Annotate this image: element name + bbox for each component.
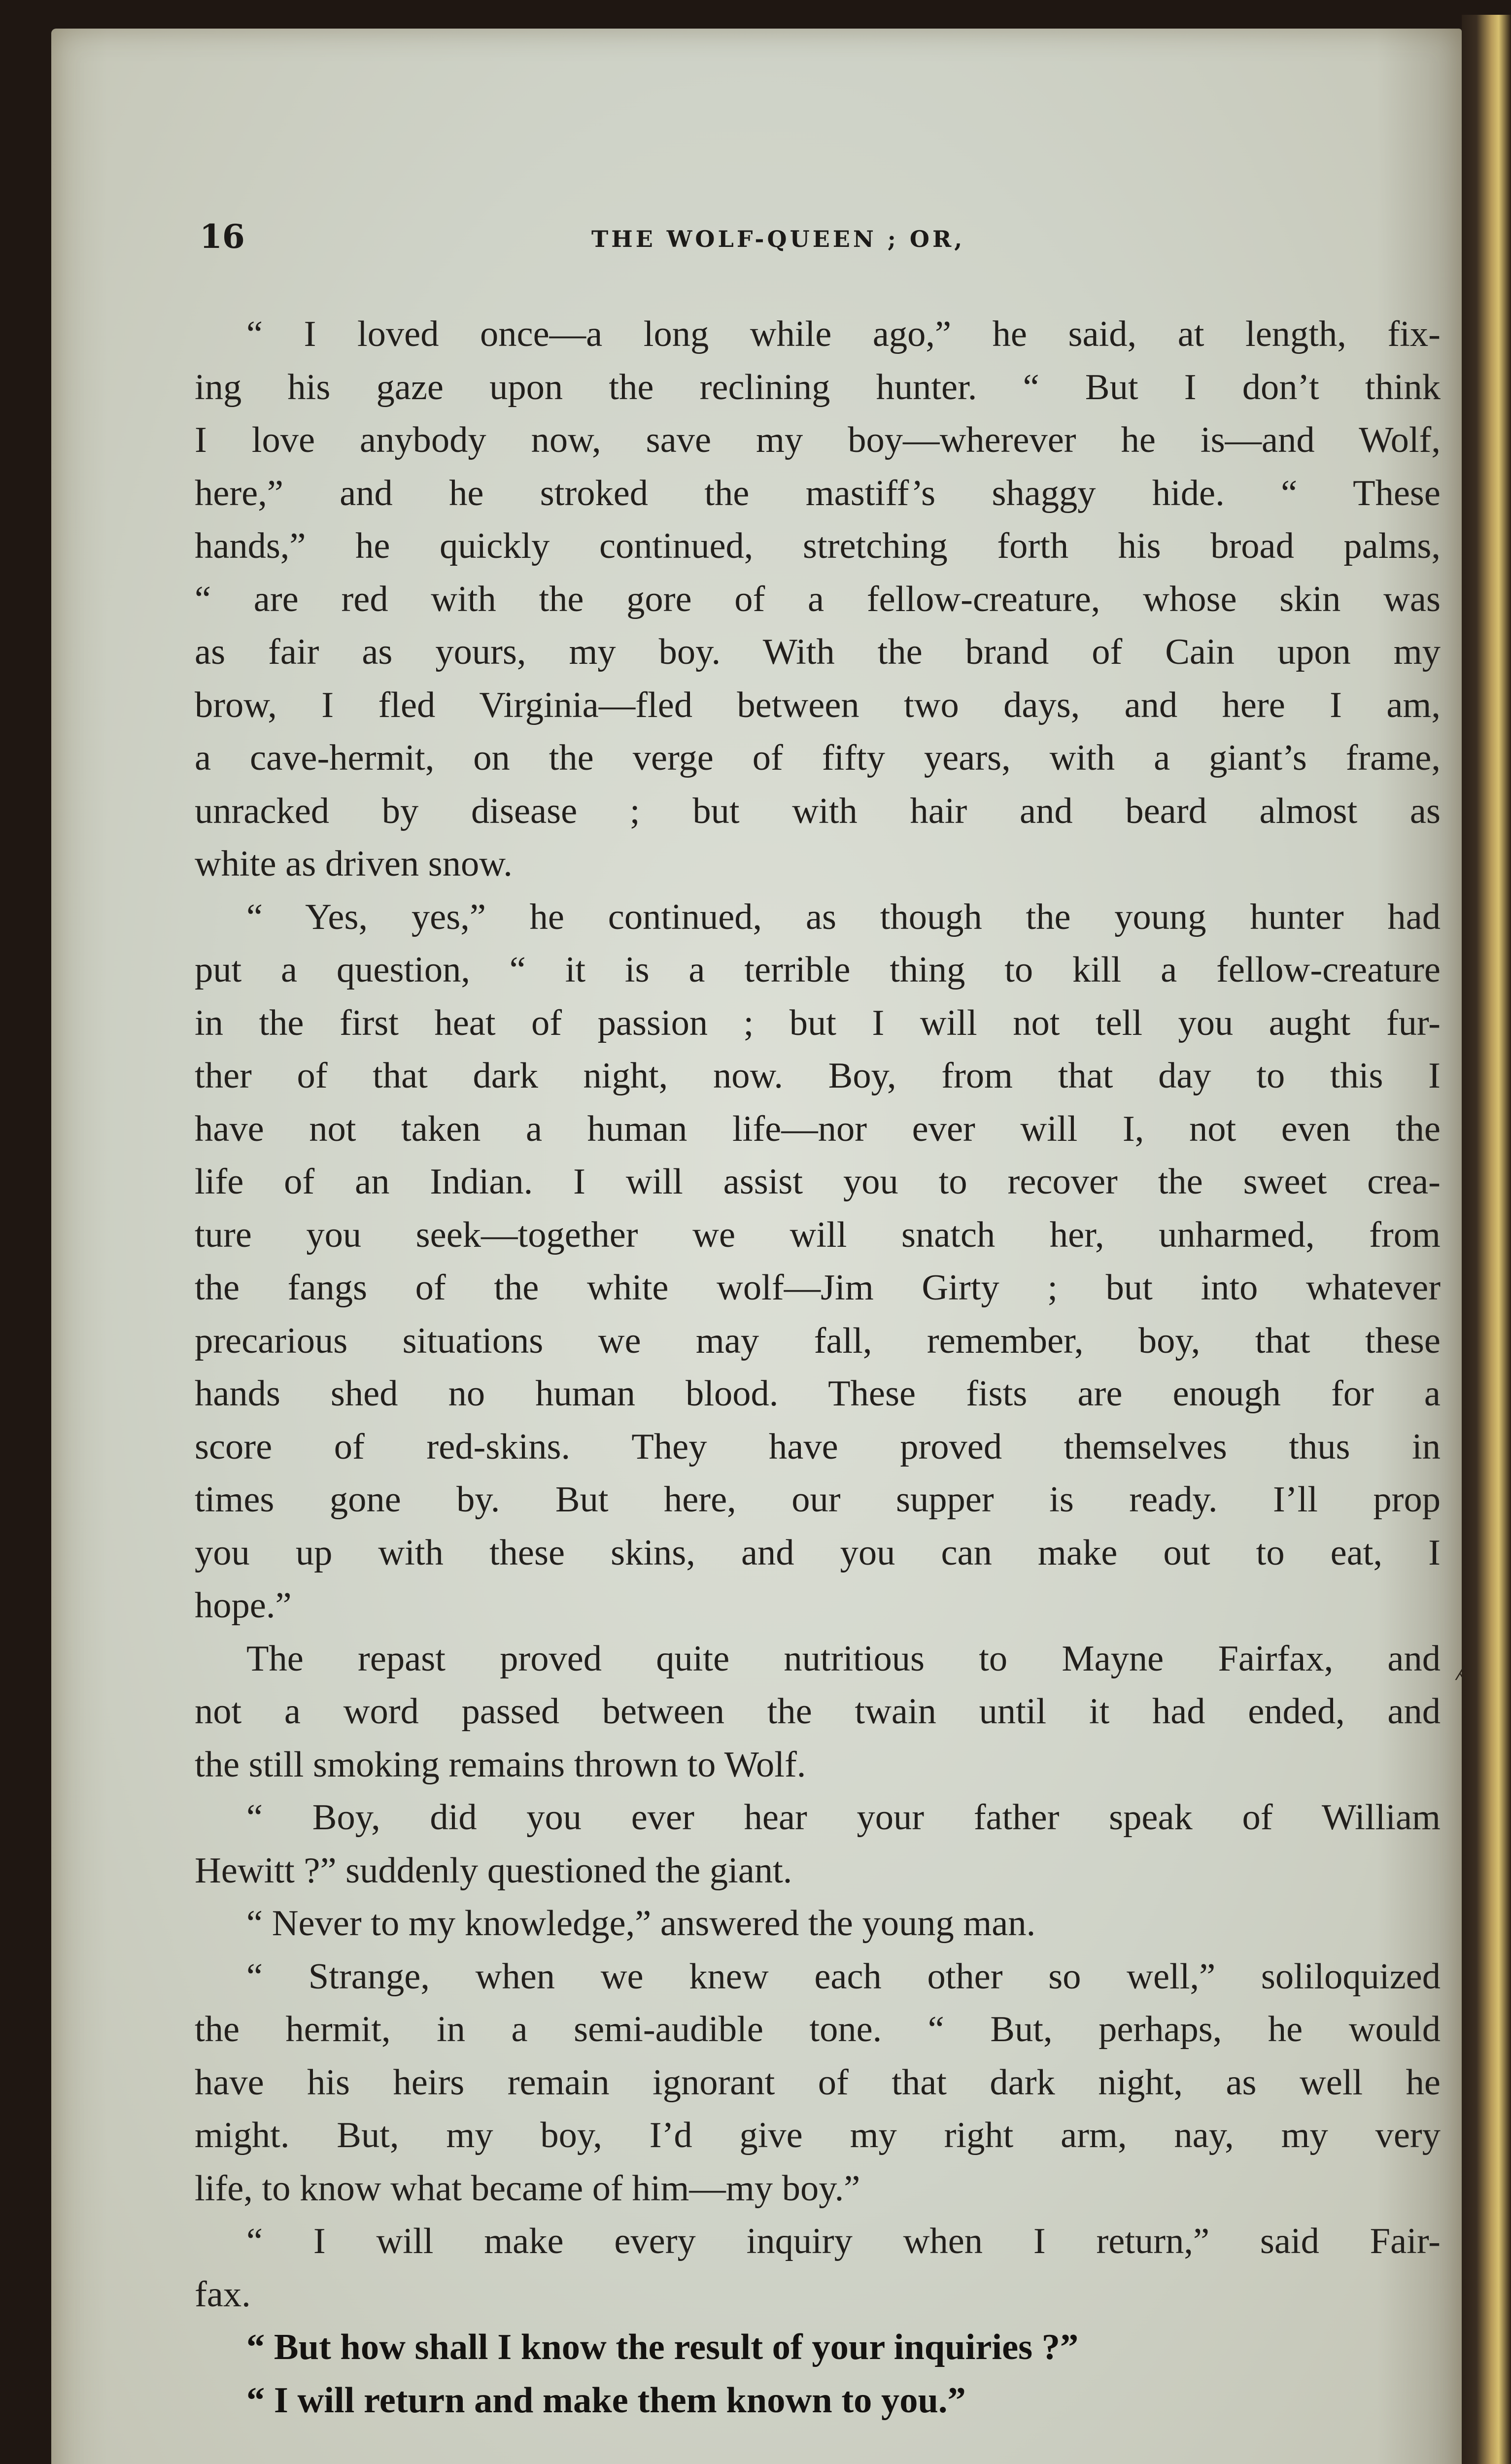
text-line: the still smoking remains thrown to Wolf. — [195, 1744, 806, 1785]
text-line: “ But how shall I know the result of your inquiries ?” — [246, 2327, 1079, 2367]
text-line: you up with these skins, and you can make out to eat, I — [195, 1532, 1441, 1573]
text-line: “ are red with the gore of a fellow-creature, whose skin was — [195, 579, 1441, 619]
page-number: 16 — [200, 217, 245, 256]
text-line: ture you seek—together we will snatch her, unharmed, from — [195, 1214, 1441, 1255]
paragraph — [195, 1633, 1441, 1792]
text-line: have his heirs remain ignorant of that dark night, as well he — [195, 2062, 1441, 2103]
text-line: hands shed no human blood. These fists are enough for a — [195, 1373, 1441, 1414]
paragraph — [195, 891, 1441, 1633]
text-line: the fangs of the white wolf—Jim Girty ; but into whatever — [195, 1267, 1441, 1308]
text-line: white as driven snow. — [195, 844, 513, 884]
text-line: “ Never to my knowledge,” answered the young man. — [246, 1903, 1036, 1944]
running-head: THE WOLF-QUEEN ; OR, — [591, 226, 965, 252]
text-line: put a question, “ it is a terrible thing to kill a fellow-creature — [195, 950, 1441, 990]
body-text — [195, 308, 1441, 2427]
text-line: times gone by. But here, our supper is ready. I’ll prop — [195, 1479, 1441, 1520]
text-line: The repast proved quite nutritious to Mayne Fairfax, and — [246, 1638, 1441, 1679]
text-line: fax. — [195, 2274, 251, 2315]
text-line: “ I will return and make them known to you.” — [246, 2380, 966, 2421]
text-line: life, to know what became of him—my boy.” — [195, 2168, 860, 2209]
text-line: as fair as yours, my boy. With the brand of Cain upon my — [195, 632, 1441, 672]
paragraph — [195, 2374, 1441, 2428]
text-line: “ Yes, yes,” he continued, as though the young hunter had — [246, 896, 1441, 937]
text-line: ther of that dark night, now. Boy, from that day to this I — [195, 1056, 1441, 1096]
text-line: life of an Indian. I will assist you to recover the sweet crea- — [195, 1162, 1441, 1202]
text-line: might. But, my boy, I’d give my right arm, nay, my very — [195, 2115, 1441, 2156]
text-line: unracked by disease ; but with hair and beard almost as — [195, 790, 1441, 831]
paragraph — [195, 2215, 1441, 2321]
text-line: score of red-skins. They have proved themselves thus in — [195, 1426, 1441, 1467]
text-line: here,” and he stroked the mastiff’s shaggy hide. “ These — [195, 473, 1441, 513]
paragraph — [195, 1791, 1441, 1897]
page-header — [148, 212, 1439, 261]
text-line: the hermit, in a semi-audible tone. “ But, perhaps, he would — [195, 2009, 1441, 2050]
text-line: in the first heat of passion ; but I will not tell you aught fur- — [195, 1002, 1441, 1043]
text-line: “ I will make every inquiry when I return,” said Fair- — [246, 2221, 1441, 2261]
text-line: hands,” he quickly continued, stretching forth his broad palms, — [195, 526, 1441, 566]
paragraph — [195, 2321, 1441, 2374]
text-line: “ Boy, did you ever hear your father speak of William — [246, 1797, 1441, 1838]
paragraph — [195, 308, 1441, 891]
text-line: brow, I fled Virginia—fled between two days, and here I am, — [195, 684, 1441, 725]
text-line: “ Strange, when we knew each other so well,” soliloquized — [246, 1956, 1441, 1997]
text-line: precarious situations we may fall, remember, boy, that these — [195, 1320, 1441, 1361]
text-line: a cave-hermit, on the verge of fifty years, with a giant’s frame, — [195, 738, 1441, 778]
text-line: I love anybody now, save my boy—wherever he is—and Wolf, — [195, 420, 1441, 460]
text-line: “ I loved once—a long while ago,” he said, at length, fix- — [246, 314, 1441, 354]
paragraph — [195, 1951, 1441, 2216]
text-line: Hewitt ?” suddenly questioned the giant. — [195, 1850, 792, 1891]
text-line: hope.” — [195, 1585, 292, 1626]
book-spine-edge — [1462, 15, 1511, 2464]
paragraph — [195, 1897, 1441, 1951]
text-line: ing his gaze upon the reclining hunter. “ But I don’t think — [195, 367, 1441, 408]
text-line: not a word passed between the twain until it had ended, and — [195, 1691, 1441, 1732]
margin-mark: ⁁ — [1456, 1646, 1464, 1680]
text-line: have not taken a human life—nor ever will I, not even the — [195, 1108, 1441, 1149]
